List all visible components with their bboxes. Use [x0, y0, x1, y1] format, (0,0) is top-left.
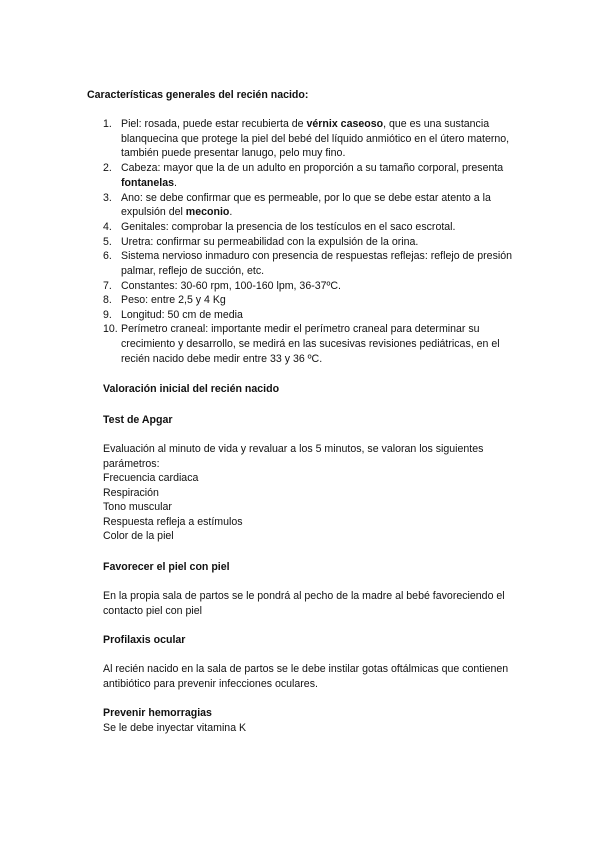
profilaxis-text: Al recién nacido en la sala de partos se le debe instilar gotas oftálmicas que contienen antibiótico para prevenir infecciones oculares. [103, 663, 509, 690]
list-item [103, 235, 523, 250]
list-item [103, 117, 523, 161]
item-text: Sistema nervioso inmaduro con presencia de respuestas reflejas: reflejo de presión palmar, reflejo de succión, etc. [121, 250, 513, 277]
section-heading-apgar: Test de Apgar [103, 414, 173, 426]
item-text-rest: , que es una sustancia blanquecina que protege la piel del bebé del líquido anmiótico en el útero materno, también puede presentar lanugo, pelo muy fino. [121, 118, 510, 160]
item-number: 5. [103, 235, 112, 248]
apgar-parameter: Frecuencia cardiaca [103, 472, 199, 484]
item-text: Constantes: 30-60 rpm, 100-160 lpm, 36-37ºC. [121, 279, 341, 292]
item-text: Genitales: comprobar la presencia de los testículos en el saco escrotal. [121, 221, 456, 233]
list-item [103, 279, 523, 294]
item-number: 2. [103, 162, 112, 174]
item-number: 1. [103, 118, 112, 130]
characteristics-list [103, 117, 523, 366]
item-text: Perímetro craneal: importante medir el perímetro craneal para determinar su crecimiento y desarrollo, se medirá en las sucesivas revisiones pediátricas, en el recién nacido debe medir entre 33 y 36 ºC. [121, 323, 500, 365]
item-text: Peso: entre 2,5 y 4 Kg [121, 294, 226, 307]
item-bold-term: meconio [185, 206, 230, 219]
list-item [103, 220, 523, 235]
section-heading-hemorragias: Prevenir hemorragias [103, 707, 212, 719]
apgar-parameter: Tono muscular [103, 501, 172, 514]
item-number: 9. [103, 308, 112, 321]
section-heading-profilaxis: Profilaxis ocular [103, 634, 186, 646]
hemorragias-text: Se le debe inyectar vitamina K [103, 722, 247, 734]
list-item [103, 293, 523, 308]
section-heading-piel-con-piel: Favorecer el piel con piel [103, 561, 230, 573]
item-bold-term: vérnix caseoso [306, 118, 384, 130]
list-item [103, 308, 523, 323]
item-number: 7. [103, 279, 112, 292]
list-item [103, 322, 523, 366]
item-text-rest: . [173, 176, 177, 189]
item-text: Longitud: 50 cm de media [121, 308, 243, 321]
piel-con-piel-text: En la propia sala de partos se le pondrá al pecho de la madre al bebé favoreciendo el contacto piel con piel [103, 590, 505, 617]
item-text: Piel: rosada, puede estar recubierta de [121, 118, 307, 130]
apgar-parameters-list [103, 471, 523, 544]
item-number: 10. [103, 323, 118, 336]
item-number: 4. [103, 221, 112, 233]
item-number: 3. [103, 191, 112, 204]
apgar-parameter: Color de la piel [103, 530, 174, 543]
list-item [103, 161, 523, 191]
document-title: Características generales del recién nacido: [87, 89, 309, 101]
item-text: Ano: se debe confirmar que es permeable, por lo que se debe estar atento a la expulsión del [121, 191, 491, 219]
section-heading-valoracion: Valoración inicial del recién nacido [103, 383, 280, 395]
list-item [103, 191, 523, 221]
list-item [103, 249, 523, 279]
item-number: 6. [103, 250, 112, 263]
item-bold-term: fontanelas [121, 176, 174, 189]
item-text: Uretra: confirmar su permeabilidad con la expulsión de la orina. [121, 235, 419, 248]
apgar-intro: Evaluación al minuto de vida y revaluar a los 5 minutos, se valoran los siguientes parámetros: [103, 443, 484, 470]
item-number: 8. [103, 294, 112, 307]
apgar-parameter: Respiración [103, 486, 159, 499]
item-text-rest: . [229, 206, 233, 219]
apgar-parameter: Respuesta refleja a estímulos [103, 515, 243, 528]
item-text: Cabeza: mayor que la de un adulto en proporción a su tamaño corporal, presenta [121, 162, 504, 174]
